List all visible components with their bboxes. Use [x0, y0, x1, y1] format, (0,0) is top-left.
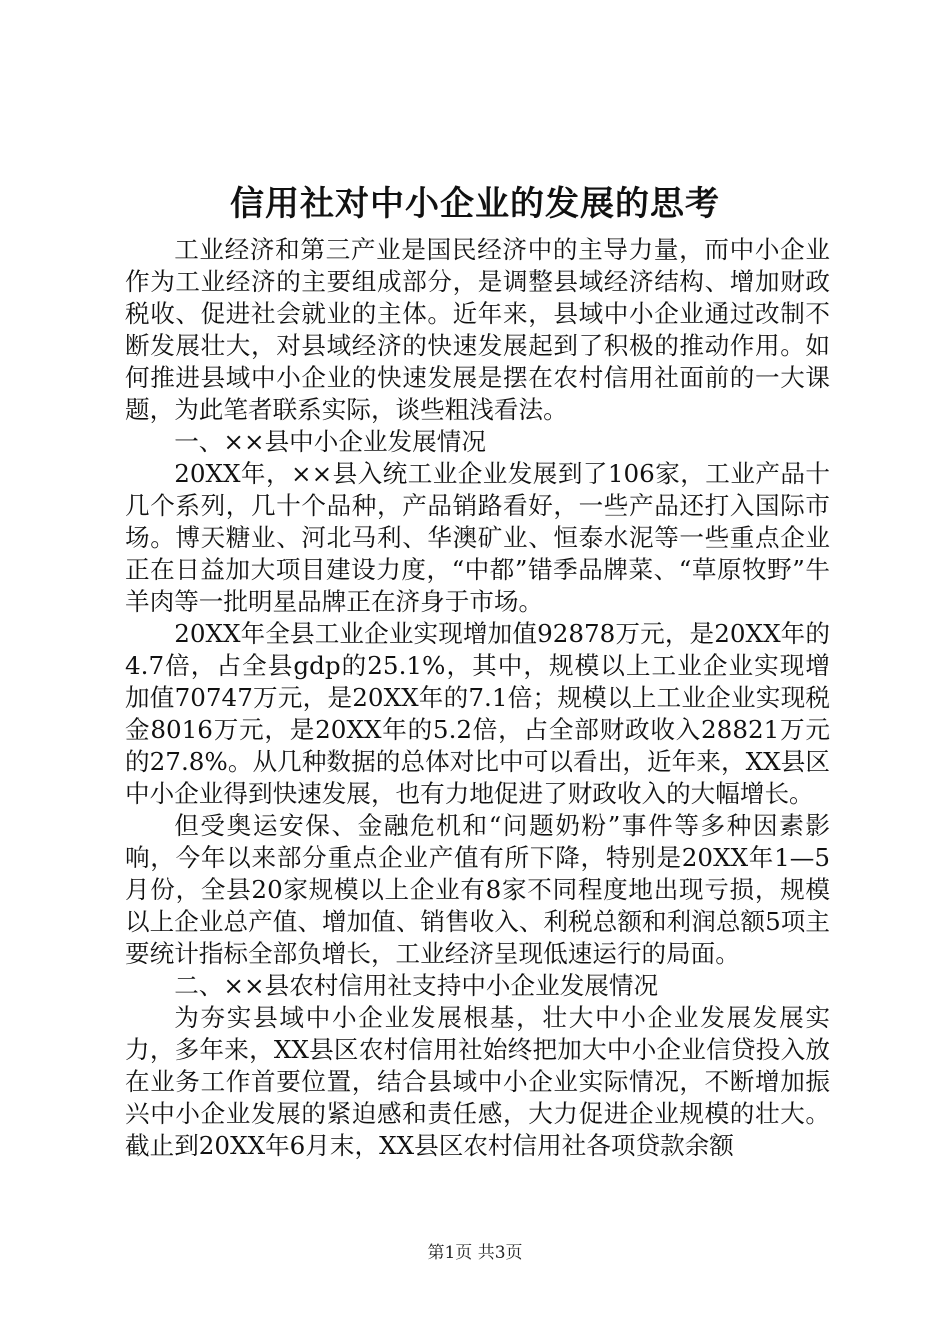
paragraph-intro: 工业经济和第三产业是国民经济中的主导力量，而中小企业作为工业经济的主要组成部分，是调整县域经济结构、增加财政税收、促进社会就业的主体。近年来，县域中小企业通过改制不断发展壮大，对县域经济的快速发展起到了积极的推动作用。如何推进县域中小企业的快速发展是摆在农村信用社面前的一大课题，为此笔者联系实际，谈些粗浅看法。	[125, 235, 830, 424]
section-heading-1: 一、××县中小企业发展情况	[174, 427, 486, 456]
paragraph-credit-support: 为夯实县域中小企业发展根基，壮大中小企业发展发展实力，多年来，XX县区农村信用社始终把加大中小企业信贷投入放在业务工作首要位置，结合县域中小企业实际情况，不断增加振兴中小企业发展的紧迫感和责任感，大力促进企业规模的壮大。截止到20XX年6月末，XX县区农村信用社各项贷款余额	[125, 1003, 830, 1160]
document-body	[125, 234, 830, 1162]
page-number-footer: 第1页 共3页	[427, 1243, 523, 1263]
paragraph-value-added: 20XX年全县工业企业实现增加值92878万元，是20XX年的4.7倍，占全县gdp的25.1%，其中，规模以上工业企业实现增加值70747万元，是20XX年的7.1倍；规模以上工业企业实现税金8016万元，是20XX年的5.2倍，占全部财政收入28821万元的27.8%。从几种数据的总体对比中可以看出，近年来，XX县区中小企业得到快速发展，也有力地促进了财政收入的大幅增长。	[125, 619, 830, 808]
section-heading-2: 二、××县农村信用社支持中小企业发展情况	[174, 971, 659, 1000]
paragraph-decline: 但受奥运安保、金融危机和“问题奶粉”事件等多种因素影响，今年以来部分重点企业产值有所下降，特别是20XX年1—5月份，全县20家规模以上企业有8家不同程度地出现亏损，规模以上企业总产值、增加值、销售收入、利税总额和利润总额5项主要统计指标全部负增长，工业经济呈现低速运行的局面。	[125, 811, 830, 968]
paragraph-enterprise-count: 20XX年，××县入统工业企业发展到了106家，工业产品十几个系列，几十个品种，产品销路看好，一些产品还打入国际市场。博天糖业、河北马利、华澳矿业、恒泰水泥等一些重点企业正在日益加大项目建设力度，“中都”错季品牌菜、“草原牧野”牛羊肉等一批明星品牌正在济身于市场。	[125, 459, 830, 616]
document-title: 信用社对中小企业的发展的思考	[230, 184, 720, 224]
